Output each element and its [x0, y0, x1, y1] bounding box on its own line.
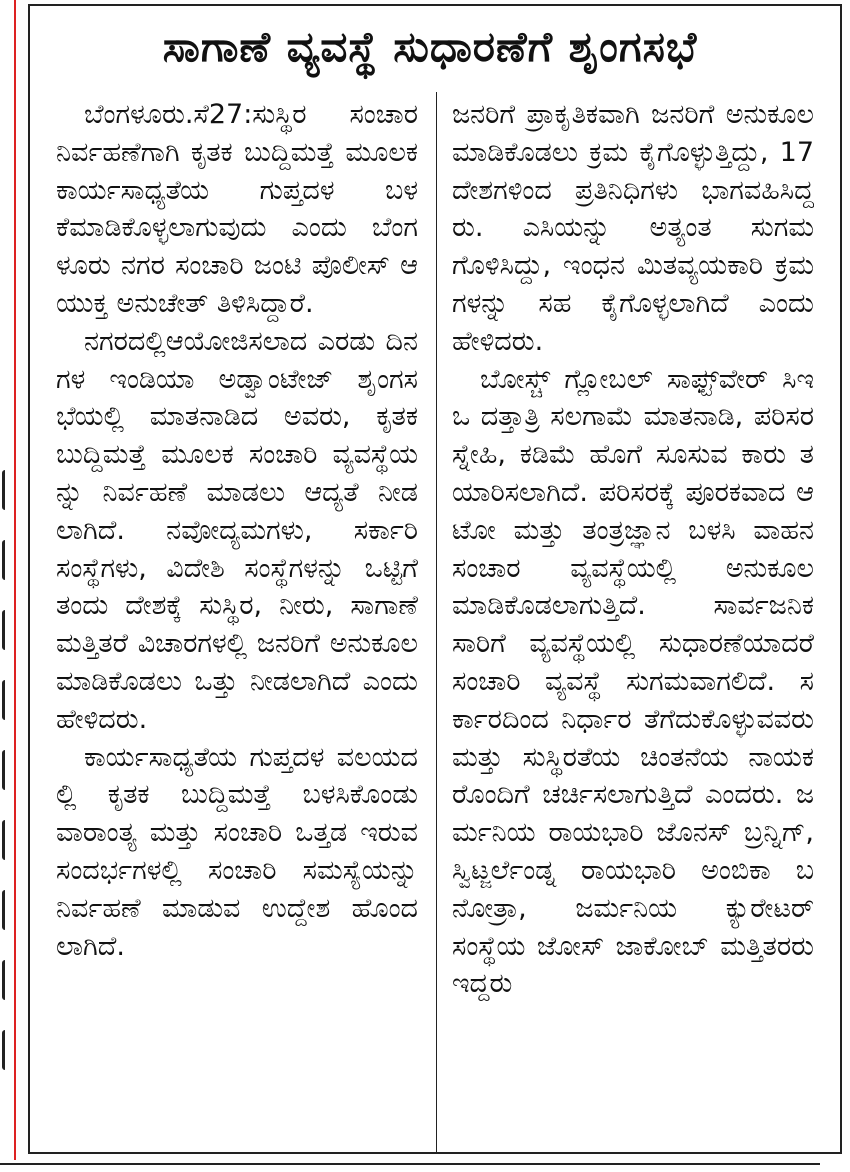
column-divider	[436, 92, 437, 1154]
left-column	[56, 96, 418, 1148]
paragraph: ನಗರದಲ್ಲಿಆಯೋಜಿಸಲಾದ ಎರಡು ದಿನಗಳ ಇಂಡಿಯಾ ಅಡ್ವಾಂಟೇಜ್ ಶೃಂಗಸಭೆಯಲ್ಲಿ ಮಾತನಾಡಿದ ಅವರು, ಕೃತಕ ಬುದ್ದಿಮತ್ತೆ ಮೂಲಕ ಸಂಚಾರಿ ವ್ಯವಸ್ಥೆಯನ್ನು ನಿರ್ವಹಣೆ ಮಾಡಲು ಆದ್ಯತೆ ನೀಡಲಾಗಿದೆ. ನವೋದ್ಯಮಗಳು, ಸರ್ಕಾರಿ ಸಂಸ್ಥೆಗಳು, ವಿದೇಶಿ ಸಂಸ್ಥೆಗಳನ್ನು ಒಟ್ಟಿಗೆ ತಂದು ದೇಶಕ್ಕೆ ಸುಸ್ಥಿರ, ನೀರು, ಸಾಗಾಣೆ ಮತ್ತಿತರೆ ವಿಚಾರಗಳಲ್ಲಿ ಜನರಿಗೆ ಅನುಕೂಲ ಮಾಡಿಕೊಡಲು ಒತ್ತು ನೀಡಲಾಗಿದೆ ಎಂದು ಹೇಳಿದರು.	[56, 325, 418, 735]
paragraph: ಬೋಸ್ಚ್ ಗ್ಲೋಬಲ್ ಸಾಫ್ಟ್‌ವೇರ್ ಸಿಇಒ ದತ್ತಾತ್ರಿ ಸಲಗಾಮೆ ಮಾತನಾಡಿ, ಪರಿಸರ ಸ್ನೇಹಿ, ಕಡಿಮೆ ಹೊಗೆ ಸೂಸುವ ಕಾರು ತಯಾರಿಸಲಾಗಿದೆ. ಪರಿಸರಕ್ಕೆ ಪೂರಕವಾದ ಆಟೋ ಮತ್ತು ತಂತ್ರಜ್ಞಾನ ಬಳಸಿ ವಾಹನ ಸಂಚಾರ ವ್ಯವಸ್ಥೆಯಲ್ಲಿ ಅನುಕೂಲ ಮಾಡಿಕೊಡಲಾಗುತ್ತಿದೆ. ಸಾರ್ವಜನಿಕ ಸಾರಿಗೆ ವ್ಯವಸ್ಥೆಯಲ್ಲಿ ಸುಧಾರಣೆಯಾದರೆ ಸಂಚಾರಿ ವ್ಯವಸ್ಥೆ ಸುಗಮವಾಗಲಿದೆ. ಸರ್ಕಾರದಿಂದ ನಿರ್ಧಾರ ತೆಗೆದುಕೊಳ್ಳುವವರು ಮತ್ತು ಸುಸ್ಥಿರತೆಯ ಚಿಂತನೆಯ ನಾಯಕರೊಂದಿಗೆ ಚರ್ಚಿಸಲಾಗುತ್ತಿದೆ ಎಂದರು. ಜರ್ಮನಿಯ ರಾಯಭಾರಿ ಜೊನಸ್ ಬ್ರನ್ನಿಗ್, ಸ್ವಿಟ್ಜರ್ಲೆಂಡ್ನ ರಾಯಭಾರಿ ಅಂಬಿಕಾ ಬನೋತ್ರಾ, ಜರ್ಮನಿಯ ಕ್ಯುರೇಟರ್ ಸಂಸ್ಥೆಯ ಜೋಸ್ ಜಾಕೋಬ್ ಮತ್ತಿತರರು ಇದ್ದರು	[452, 363, 814, 1000]
clipped-text-fragment	[2, 1030, 15, 1070]
clipped-text-fragment	[2, 750, 15, 790]
clipped-text-fragment	[2, 610, 15, 650]
clipped-text-fragment	[2, 960, 15, 1000]
paragraph: ಕಾರ್ಯಸಾಧ್ಯತೆಯ ಗುಪ್ತದಳ ವಲಯದಲ್ಲಿ ಕೃತಕ ಬುದ್ದಿಮತ್ತೆ ಬಳಸಿಕೊಂಡು ವಾರಾಂತ್ಯ ಮತ್ತು ಸಂಚಾರಿ ಒತ್ತಡ ಇರುವ ಸಂದರ್ಭಗಳಲ್ಲಿ ಸಂಚಾರಿ ಸಮಸ್ಯೆಯನ್ನು ನಿರ್ವಹಣೆ ಮಾಡುವ ಉದ್ದೇಶ ಹೊಂದಲಾಗಿದೆ.	[56, 741, 418, 962]
clipped-text-fragment	[2, 470, 15, 510]
paragraph: ಜನರಿಗೆ ಪ್ರಾಕೃತಿಕವಾಗಿ ಜನರಿಗೆ ಅನುಕೂಲ ಮಾಡಿಕೊಡಲು ಕ್ರಮ ಕೈಗೊಳ್ಳುತ್ತಿದ್ದು, 17 ದೇಶಗಳಿಂದ ಪ್ರತಿನಿಧಿಗಳು ಭಾಗವಹಿಸಿದ್ದರು. ಎಸಿಯನ್ನು ಅತ್ಯಂತ ಸುಗಮಗೊಳಿಸಿದ್ದು, ಇಂಧನ ಮಿತವ್ಯಯಕಾರಿ ಕ್ರಮಗಳನ್ನು ಸಹ ಕೈಗೊಳ್ಳಲಾಗಿದೆ ಎಂದು ಹೇಳಿದರು.	[452, 99, 814, 357]
right-column	[452, 96, 814, 1148]
adjacent-article-edge	[0, 0, 16, 1160]
clipped-text-fragment	[2, 890, 15, 930]
paragraph: ಬೆಂಗಳೂರು.ಸೆ27:ಸುಸ್ಥಿರ ಸಂಚಾರ ನಿರ್ವಹಣೆಗಾಗಿ ಕೃತಕ ಬುದ್ದಿಮತ್ತೆ ಮೂಲಕಕಾರ್ಯಸಾಧ್ಯತೆಯ ಗುಪ್ತದಳ ಬಳಕೆಮಾಡಿಕೊಳ್ಳಲಾಗುವುದು ಎಂದು ಬೆಂಗಳೂರು ನಗರ ಸಂಚಾರಿ ಜಂಟಿ ಪೊಲೀಸ್ ಆಯುಕ್ತ ಅನುಚೇತ್ ತಿಳಿಸಿದ್ದಾರೆ.	[56, 99, 418, 319]
clipped-text-fragment	[2, 680, 15, 720]
clipped-text-fragment	[2, 540, 15, 580]
clipped-text-fragment	[2, 820, 15, 860]
bottom-rule	[0, 1163, 820, 1165]
article-headline: ಸಾಗಾಣೆ ವ್ಯವಸ್ಥೆ ಸುಧಾರಣೆಗೆ ಶೃಂಗಸಭೆ	[162, 22, 698, 71]
